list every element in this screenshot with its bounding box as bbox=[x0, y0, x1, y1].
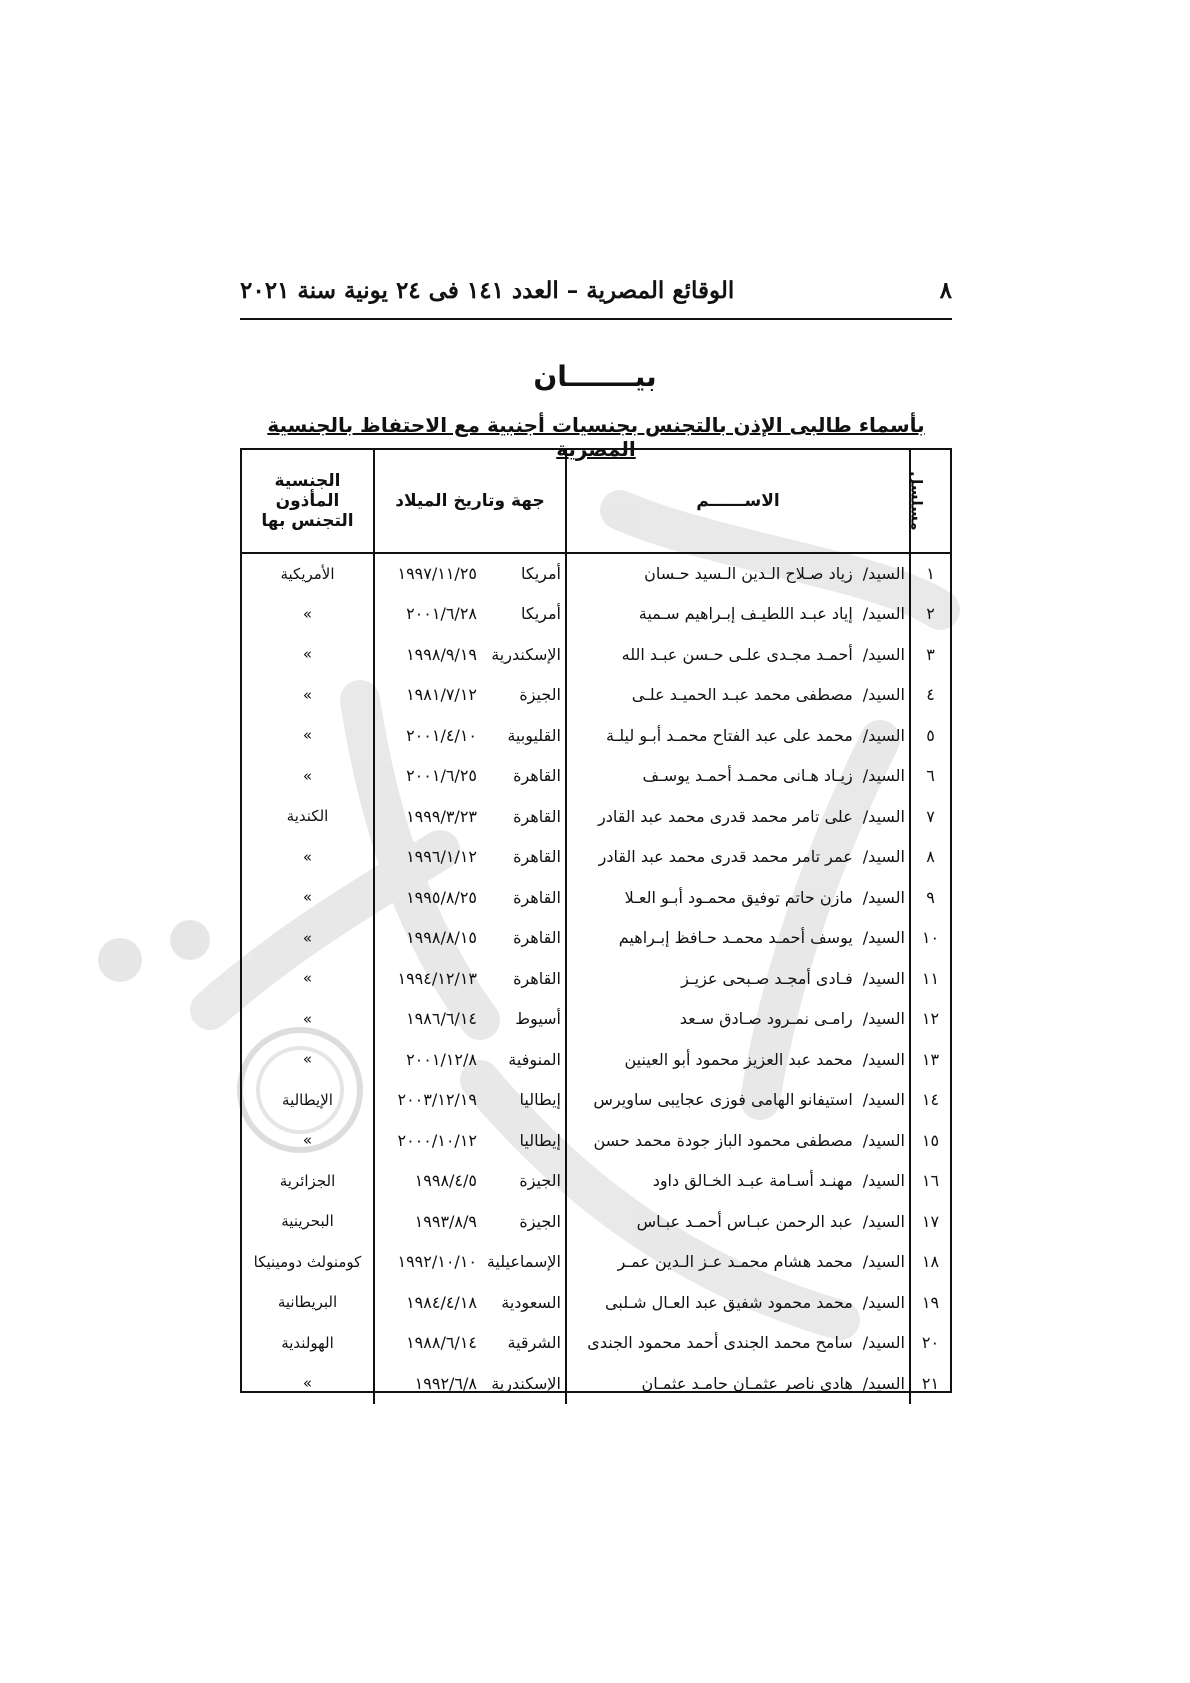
row-name bbox=[566, 1120, 910, 1161]
row-nationality: كومنولث دومينيكا bbox=[253, 1252, 362, 1271]
row-name bbox=[566, 1282, 910, 1323]
table-row bbox=[242, 1242, 950, 1283]
row-full-name: هادى ناصر عثمـان حامـد عثمـان bbox=[641, 1373, 853, 1393]
row-birth-place: أمريكا bbox=[520, 604, 561, 624]
row-serial: ١٧ bbox=[910, 1201, 950, 1242]
row-title: السيد/ bbox=[862, 928, 905, 948]
row-birth-place: الجيزة bbox=[519, 1211, 561, 1231]
row-name bbox=[566, 1080, 910, 1121]
row-title: السيد/ bbox=[862, 766, 905, 786]
table-row bbox=[242, 1323, 950, 1364]
row-serial: ٢ bbox=[910, 594, 950, 635]
row-name bbox=[566, 634, 910, 675]
row-nationality: » bbox=[302, 1131, 313, 1150]
row-title: السيد/ bbox=[862, 968, 905, 988]
row-serial: ٣ bbox=[910, 634, 950, 675]
row-title: السيد/ bbox=[862, 1009, 905, 1029]
row-title: السيد/ bbox=[862, 1171, 905, 1191]
row-full-name: أحمـد مجـدى علـى حـسن عبـد الله bbox=[621, 644, 853, 664]
row-title: السيد/ bbox=[862, 1211, 905, 1231]
row-birth-date: ١٩٩٤/١٢/١٣ bbox=[397, 968, 477, 988]
row-name bbox=[566, 1039, 910, 1080]
table-header-row bbox=[242, 450, 950, 553]
row-nationality: » bbox=[302, 888, 313, 907]
row-birth-place: أمريكا bbox=[520, 564, 561, 584]
column-header-birth: جهة وتاريخ الميلاد bbox=[374, 450, 566, 553]
row-birth bbox=[374, 1242, 566, 1283]
row-serial: ١٩ bbox=[910, 1282, 950, 1323]
row-serial: ١٣ bbox=[910, 1039, 950, 1080]
row-birth-date: ١٩٩٦/١/١٢ bbox=[406, 847, 477, 867]
row-title: السيد/ bbox=[862, 685, 905, 705]
row-full-name: محمد محمود شفيق عبد العـال شـلبى bbox=[605, 1292, 853, 1312]
row-serial: ٥ bbox=[910, 715, 950, 756]
row-full-name: مازن حاتم توفيق محمـود أبـو العـلا bbox=[624, 887, 853, 907]
row-nationality: الإيطالية bbox=[282, 1090, 333, 1109]
row-birth-place: إيطاليا bbox=[519, 1090, 561, 1110]
row-birth-date: ١٩٩٥/٨/٢٥ bbox=[406, 887, 477, 907]
row-birth bbox=[374, 634, 566, 675]
row-birth-date: ٢٠٠١/١٢/٨ bbox=[406, 1049, 477, 1069]
row-name bbox=[566, 918, 910, 959]
row-birth-date: ١٩٩٨/٩/١٩ bbox=[406, 644, 477, 664]
table-row bbox=[242, 796, 950, 837]
row-name bbox=[566, 675, 910, 716]
publication-title: الوقائع المصرية – العدد ١٤١ فى ٢٤ يونية سنة ٢٠٢١ bbox=[240, 276, 735, 304]
row-full-name: سامح محمد الجندى أحمد محمود الجندى bbox=[587, 1333, 853, 1353]
row-birth-place: الإسكندرية bbox=[491, 644, 561, 664]
row-name bbox=[566, 837, 910, 878]
row-full-name: عمر تامر محمد قدرى محمد عبد القادر bbox=[598, 847, 853, 867]
row-serial: ١٢ bbox=[910, 999, 950, 1040]
page-header bbox=[240, 268, 952, 312]
row-birth bbox=[374, 837, 566, 878]
row-name bbox=[566, 715, 910, 756]
table-row bbox=[242, 918, 950, 959]
row-birth-date: ١٩٩٨/٨/١٥ bbox=[406, 928, 477, 948]
row-birth bbox=[374, 1323, 566, 1364]
table-row bbox=[242, 999, 950, 1040]
row-name bbox=[566, 999, 910, 1040]
table-row bbox=[242, 553, 950, 594]
row-birth-date: ١٩٨١/٧/١٢ bbox=[406, 685, 477, 705]
row-nationality: » bbox=[302, 847, 313, 866]
row-birth bbox=[374, 877, 566, 918]
table-row bbox=[242, 1363, 950, 1404]
row-title: السيد/ bbox=[862, 1090, 905, 1110]
row-birth bbox=[374, 594, 566, 635]
row-birth-place: القاهرة bbox=[513, 928, 561, 948]
row-title: السيد/ bbox=[862, 806, 905, 826]
applicants-table bbox=[240, 448, 952, 1393]
row-serial: ٧ bbox=[910, 796, 950, 837]
row-serial: ١٦ bbox=[910, 1161, 950, 1202]
row-birth-place: القاهرة bbox=[513, 766, 561, 786]
row-title: السيد/ bbox=[862, 847, 905, 867]
row-birth-date: ١٩٩٧/١١/٢٥ bbox=[397, 564, 477, 584]
table-row bbox=[242, 1161, 950, 1202]
row-name bbox=[566, 958, 910, 999]
row-nationality: » bbox=[302, 969, 313, 988]
row-birth-date: ١٩٨٨/٦/١٤ bbox=[406, 1333, 477, 1353]
row-title: السيد/ bbox=[862, 725, 905, 745]
row-birth-date: ٢٠٠١/٦/٢٥ bbox=[406, 766, 477, 786]
row-birth bbox=[374, 1363, 566, 1404]
row-nationality: » bbox=[302, 685, 313, 704]
row-name bbox=[566, 1161, 910, 1202]
row-birth-place: القاهرة bbox=[513, 847, 561, 867]
row-serial: ١٤ bbox=[910, 1080, 950, 1121]
row-birth-date: ٢٠٠٣/١٢/١٩ bbox=[397, 1090, 477, 1110]
row-birth-place: الشرقية bbox=[507, 1333, 561, 1353]
row-birth bbox=[374, 675, 566, 716]
table-row bbox=[242, 958, 950, 999]
row-title: السيد/ bbox=[862, 1373, 905, 1393]
row-name bbox=[566, 553, 910, 594]
row-serial: ١٥ bbox=[910, 1120, 950, 1161]
row-name bbox=[566, 756, 910, 797]
row-nationality: البريطانية bbox=[277, 1293, 338, 1312]
table-row bbox=[242, 1120, 950, 1161]
row-birth bbox=[374, 553, 566, 594]
table-row bbox=[242, 1282, 950, 1323]
row-serial: ١٨ bbox=[910, 1242, 950, 1283]
row-nationality: البحرينية bbox=[281, 1212, 334, 1231]
row-birth-place: القاهرة bbox=[513, 887, 561, 907]
row-birth bbox=[374, 715, 566, 756]
row-birth-date: ١٩٩٢/٦/٨ bbox=[414, 1373, 477, 1393]
row-serial: ١٠ bbox=[910, 918, 950, 959]
row-birth-place: المنوفية bbox=[508, 1049, 561, 1069]
row-birth-place: الجيزة bbox=[519, 1171, 561, 1191]
row-birth bbox=[374, 1039, 566, 1080]
row-birth-date: ١٩٩٢/١٠/١٠ bbox=[397, 1252, 477, 1272]
row-name bbox=[566, 1201, 910, 1242]
column-header-name: الاســــــم bbox=[566, 450, 910, 553]
row-full-name: على تامر محمد قدرى محمد عبد القادر bbox=[598, 806, 853, 826]
row-full-name: زيـاد هـانى محمـد أحمـد يوسـف bbox=[642, 766, 853, 786]
document-subtitle: بأسماء طالبى الإذن بالتجنس بجنسيات أجنبية مع الاحتفاظ بالجنسية المصرية bbox=[267, 413, 925, 461]
document-title: بيـــــــان bbox=[533, 360, 657, 393]
row-full-name: فـادى أمجـد صـبحى عزيـز bbox=[681, 968, 853, 988]
row-birth bbox=[374, 918, 566, 959]
row-nationality: » bbox=[302, 726, 313, 745]
row-birth bbox=[374, 958, 566, 999]
row-birth-place: الإسكندرية bbox=[491, 1373, 561, 1393]
row-serial: ٦ bbox=[910, 756, 950, 797]
row-nationality: » bbox=[302, 1009, 313, 1028]
row-full-name: عبد الرحمن عبـاس أحمـد عبـاس bbox=[636, 1211, 853, 1231]
row-title: السيد/ bbox=[862, 887, 905, 907]
row-serial: ١١ bbox=[910, 958, 950, 999]
row-title: السيد/ bbox=[862, 644, 905, 664]
row-nationality: » bbox=[302, 1374, 313, 1393]
column-header-nationality: الجنسية المأذون التجنس بها bbox=[242, 450, 374, 553]
row-title: السيد/ bbox=[862, 1130, 905, 1150]
row-nationality: » bbox=[302, 604, 313, 623]
row-nationality: الهولندية bbox=[281, 1333, 334, 1352]
page-number: ٨ bbox=[939, 276, 952, 304]
row-full-name: محمد على عبد الفتاح محمـد أبـو ليلـة bbox=[605, 725, 853, 745]
row-full-name: يوسف أحمـد محمـد حـافظ إبـراهيم bbox=[618, 928, 853, 948]
row-full-name: مهنـد أسـامة عبـد الخـالق داود bbox=[652, 1171, 853, 1191]
row-birth-date: ١٩٨٤/٤/١٨ bbox=[406, 1292, 477, 1312]
table-row bbox=[242, 1080, 950, 1121]
row-name bbox=[566, 877, 910, 918]
row-full-name: مصطفى محمد عبـد الحميـد علـى bbox=[631, 685, 853, 705]
row-birth-date: ١٩٨٦/٦/١٤ bbox=[406, 1009, 477, 1029]
row-serial: ٤ bbox=[910, 675, 950, 716]
row-birth-place: القاهرة bbox=[513, 968, 561, 988]
row-birth-place: أسيوط bbox=[515, 1009, 561, 1029]
row-birth-date: ١٩٩٩/٣/٢٣ bbox=[406, 806, 477, 826]
table-row bbox=[242, 1201, 950, 1242]
row-birth-place: القليوبية bbox=[507, 725, 561, 745]
table-row bbox=[242, 877, 950, 918]
header-divider bbox=[240, 318, 952, 320]
row-nationality: الأمريكية bbox=[280, 564, 335, 583]
row-name bbox=[566, 1242, 910, 1283]
row-full-name: زياد صـلاح الـدين الـسيد حـسان bbox=[644, 564, 853, 584]
row-birth bbox=[374, 796, 566, 837]
row-birth-date: ٢٠٠١/٤/١٠ bbox=[406, 725, 477, 745]
row-birth bbox=[374, 1282, 566, 1323]
table-row bbox=[242, 675, 950, 716]
column-header-serial: مسلسل bbox=[910, 450, 950, 553]
table-row bbox=[242, 1039, 950, 1080]
row-serial: ٩ bbox=[910, 877, 950, 918]
row-title: السيد/ bbox=[862, 1333, 905, 1353]
row-nationality: الكندية bbox=[286, 807, 329, 826]
row-full-name: محمد عبد العزيز محمود أبو العينين bbox=[624, 1049, 853, 1069]
row-birth bbox=[374, 756, 566, 797]
row-serial: ٨ bbox=[910, 837, 950, 878]
row-birth-place: الجيزة bbox=[519, 685, 561, 705]
row-birth-place: إيطاليا bbox=[519, 1130, 561, 1150]
row-full-name: استيفانو الهامى فوزى عجايبى ساويرس bbox=[593, 1090, 853, 1110]
row-full-name: محمد هشام محمـد عـز الـدين عمـر bbox=[617, 1252, 853, 1272]
row-name bbox=[566, 1323, 910, 1364]
row-full-name: إياد عبـد اللطيـف إبـراهيم سـمية bbox=[638, 604, 853, 624]
row-birth bbox=[374, 999, 566, 1040]
table-row bbox=[242, 837, 950, 878]
row-birth bbox=[374, 1080, 566, 1121]
row-birth-date: ٢٠٠١/٦/٢٨ bbox=[406, 604, 477, 624]
row-title: السيد/ bbox=[862, 1252, 905, 1272]
row-nationality: » bbox=[302, 928, 313, 947]
row-nationality: الجزائرية bbox=[279, 1171, 336, 1190]
table-row bbox=[242, 756, 950, 797]
row-birth-place: القاهرة bbox=[513, 806, 561, 826]
row-serial: ٢٠ bbox=[910, 1323, 950, 1364]
row-birth bbox=[374, 1201, 566, 1242]
row-title: السيد/ bbox=[862, 604, 905, 624]
row-nationality: » bbox=[302, 645, 313, 664]
row-name bbox=[566, 796, 910, 837]
table-row bbox=[242, 594, 950, 635]
row-birth-date: ١٩٩٨/٤/٥ bbox=[414, 1171, 477, 1191]
row-title: السيد/ bbox=[862, 564, 905, 584]
row-title: السيد/ bbox=[862, 1292, 905, 1312]
table-row bbox=[242, 634, 950, 675]
row-birth-place: السعودية bbox=[501, 1292, 561, 1312]
row-title: السيد/ bbox=[862, 1049, 905, 1069]
row-serial: ١ bbox=[910, 553, 950, 594]
table-row bbox=[242, 715, 950, 756]
row-birth-date: ١٩٩٣/٨/٩ bbox=[414, 1211, 477, 1231]
row-name bbox=[566, 1363, 910, 1404]
row-birth-place: الإسماعيلية bbox=[486, 1252, 561, 1272]
row-birth bbox=[374, 1161, 566, 1202]
row-nationality: » bbox=[302, 1050, 313, 1069]
row-name bbox=[566, 594, 910, 635]
row-full-name: مصطفى محمود الباز جودة محمد حسن bbox=[593, 1130, 853, 1150]
row-birth bbox=[374, 1120, 566, 1161]
row-birth-date: ٢٠٠٠/١٠/١٢ bbox=[397, 1130, 477, 1150]
row-serial: ٢١ bbox=[910, 1363, 950, 1404]
row-nationality: » bbox=[302, 766, 313, 785]
row-full-name: رامـى نمـرود صـادق سـعد bbox=[679, 1009, 853, 1029]
